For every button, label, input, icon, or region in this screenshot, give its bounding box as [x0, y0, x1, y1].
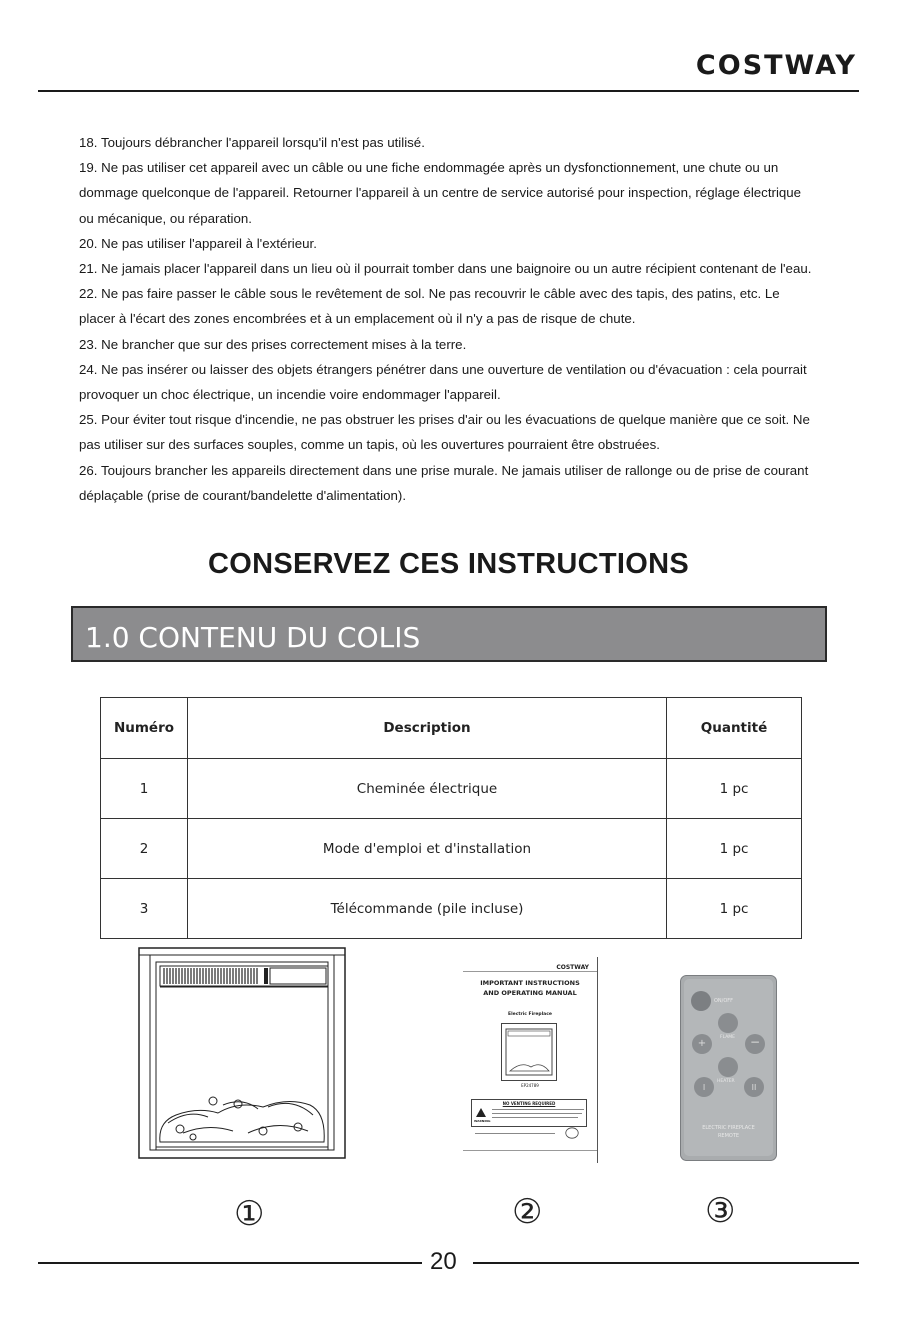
manual-brand: COSTWAY: [556, 964, 589, 971]
remote-control-image: [680, 975, 777, 1161]
table-header: Description: [188, 698, 667, 759]
manual-model: EP24789: [521, 1083, 539, 1088]
item-marker-3: ③: [705, 1191, 736, 1231]
table-cell: Cheminée électrique: [188, 759, 667, 819]
section-banner: [71, 606, 827, 662]
conserve-heading: CONSERVEZ CES INSTRUCTIONS: [208, 548, 689, 580]
table-header: Numéro: [101, 698, 188, 759]
table-header: Quantité: [667, 698, 802, 759]
brand-logo: COSTWAY: [695, 50, 857, 81]
manual-cover-image: [463, 957, 598, 1163]
table-cell: 1 pc: [667, 879, 802, 939]
footer-divider-left: [38, 1262, 422, 1264]
safety-rules-list: [79, 130, 819, 508]
manual-subtitle: Electric Fireplace: [508, 1012, 552, 1017]
rule-item: 21. Ne jamais placer l'appareil dans un lieu où il pourrait tomber dans une baignoire ou un autre récipient contenant de l'eau.: [79, 261, 812, 277]
table-header-row: [101, 698, 802, 759]
remote-label-line2: REMOTE: [717, 1133, 740, 1139]
rule-item: 25. Pour éviter tout risque d'incendie, ne pas obstruer les prises d'air ou les évacuations de quelque manière que ce soit. Ne pas utiliser sur des surfaces souples, comme un tapis, où les ouvertures pourraient être obstruées.: [79, 412, 810, 453]
manual-title-line1: IMPORTANT INSTRUCTIONS: [480, 979, 580, 987]
rule-item: 22. Ne pas faire passer le câble sous le revêtement de sol. Ne pas recouvrir le câble avec des tapis, des patins, etc. Le placer à l'écart des zones encombrées et à un emplacement où il n'y a pas de risque de chute.: [79, 286, 780, 327]
table-cell: Télécommande (pile incluse): [188, 879, 667, 939]
table-cell: Mode d'emploi et d'installation: [188, 819, 667, 879]
footer-divider-right: [473, 1262, 859, 1264]
svg-text:−: −: [749, 1035, 761, 1049]
rule-item: 26. Toujours brancher les appareils directement dans une prise murale. Ne jamais utiliser de rallonge ou de prise de courant déplaçable (prise de courant/bandelette d'alimentation).: [79, 462, 809, 503]
table-cell: 1: [101, 759, 188, 819]
table-row: [101, 759, 802, 819]
table-cell: 2: [101, 819, 188, 879]
section-title: 1.0 CONTENU DU COLIS: [85, 621, 421, 654]
remote-btn-onoff-label: ON/OFF: [714, 998, 734, 1004]
table-row: [101, 819, 802, 879]
svg-text:I: I: [702, 1083, 706, 1092]
rule-item: 23. Ne brancher que sur des prises correctement mises à la terre.: [79, 336, 467, 352]
svg-text:+: +: [697, 1038, 707, 1049]
svg-text:II: II: [751, 1083, 757, 1092]
table-cell: 3: [101, 879, 188, 939]
certification-mark-icon: [565, 1127, 579, 1139]
item-marker-1: ①: [234, 1194, 265, 1234]
remote-btn-heater-label: HEATER: [717, 1079, 735, 1084]
rule-item: 24. Ne pas insérer ou laisser des objets étrangers pénétrer dans une ouverture de ventilation ou d'évacuation : cela pourrait provoquer un choc électrique, un incendie voire endommager l'appareil.: [79, 361, 807, 403]
fireplace-illustration: [138, 947, 346, 1159]
item-marker-2: ②: [512, 1192, 543, 1232]
warning-triangle-icon: [476, 1108, 486, 1117]
rule-item: 18. Toujours débrancher l'appareil lorsqu'il n'est pas utilisé.: [79, 135, 425, 150]
header-divider: [38, 90, 859, 92]
table-cell: 1 pc: [667, 819, 802, 879]
manual-warning-label: WARNING: [474, 1119, 491, 1123]
table-cell: 1 pc: [667, 759, 802, 819]
manual-title-line2: AND OPERATING MANUAL: [483, 989, 577, 997]
rule-item: 20. Ne pas utiliser l'appareil à l'extérieur.: [79, 235, 317, 251]
rule-item: 19. Ne pas utiliser cet appareil avec un câble ou une fiche endommagée après un dysfonctionnement, une chute ou un dommage quelconque de l'appareil. Retourner l'appareil à un centre de service autorisé pour inspection, réglage électrique ou mécanique, ou réparation.: [79, 160, 802, 226]
contents-table: [100, 697, 802, 939]
fireplace-thumbnail-icon: [501, 1023, 557, 1081]
table-row: [101, 879, 802, 939]
page-number: 20: [430, 1248, 457, 1275]
remote-btn-flame-label: FLAME: [720, 1035, 736, 1040]
remote-label-line1: ELECTRIC FIREPLACE: [702, 1125, 755, 1131]
manual-warning: NO VENTING REQUIRED: [502, 1101, 556, 1106]
